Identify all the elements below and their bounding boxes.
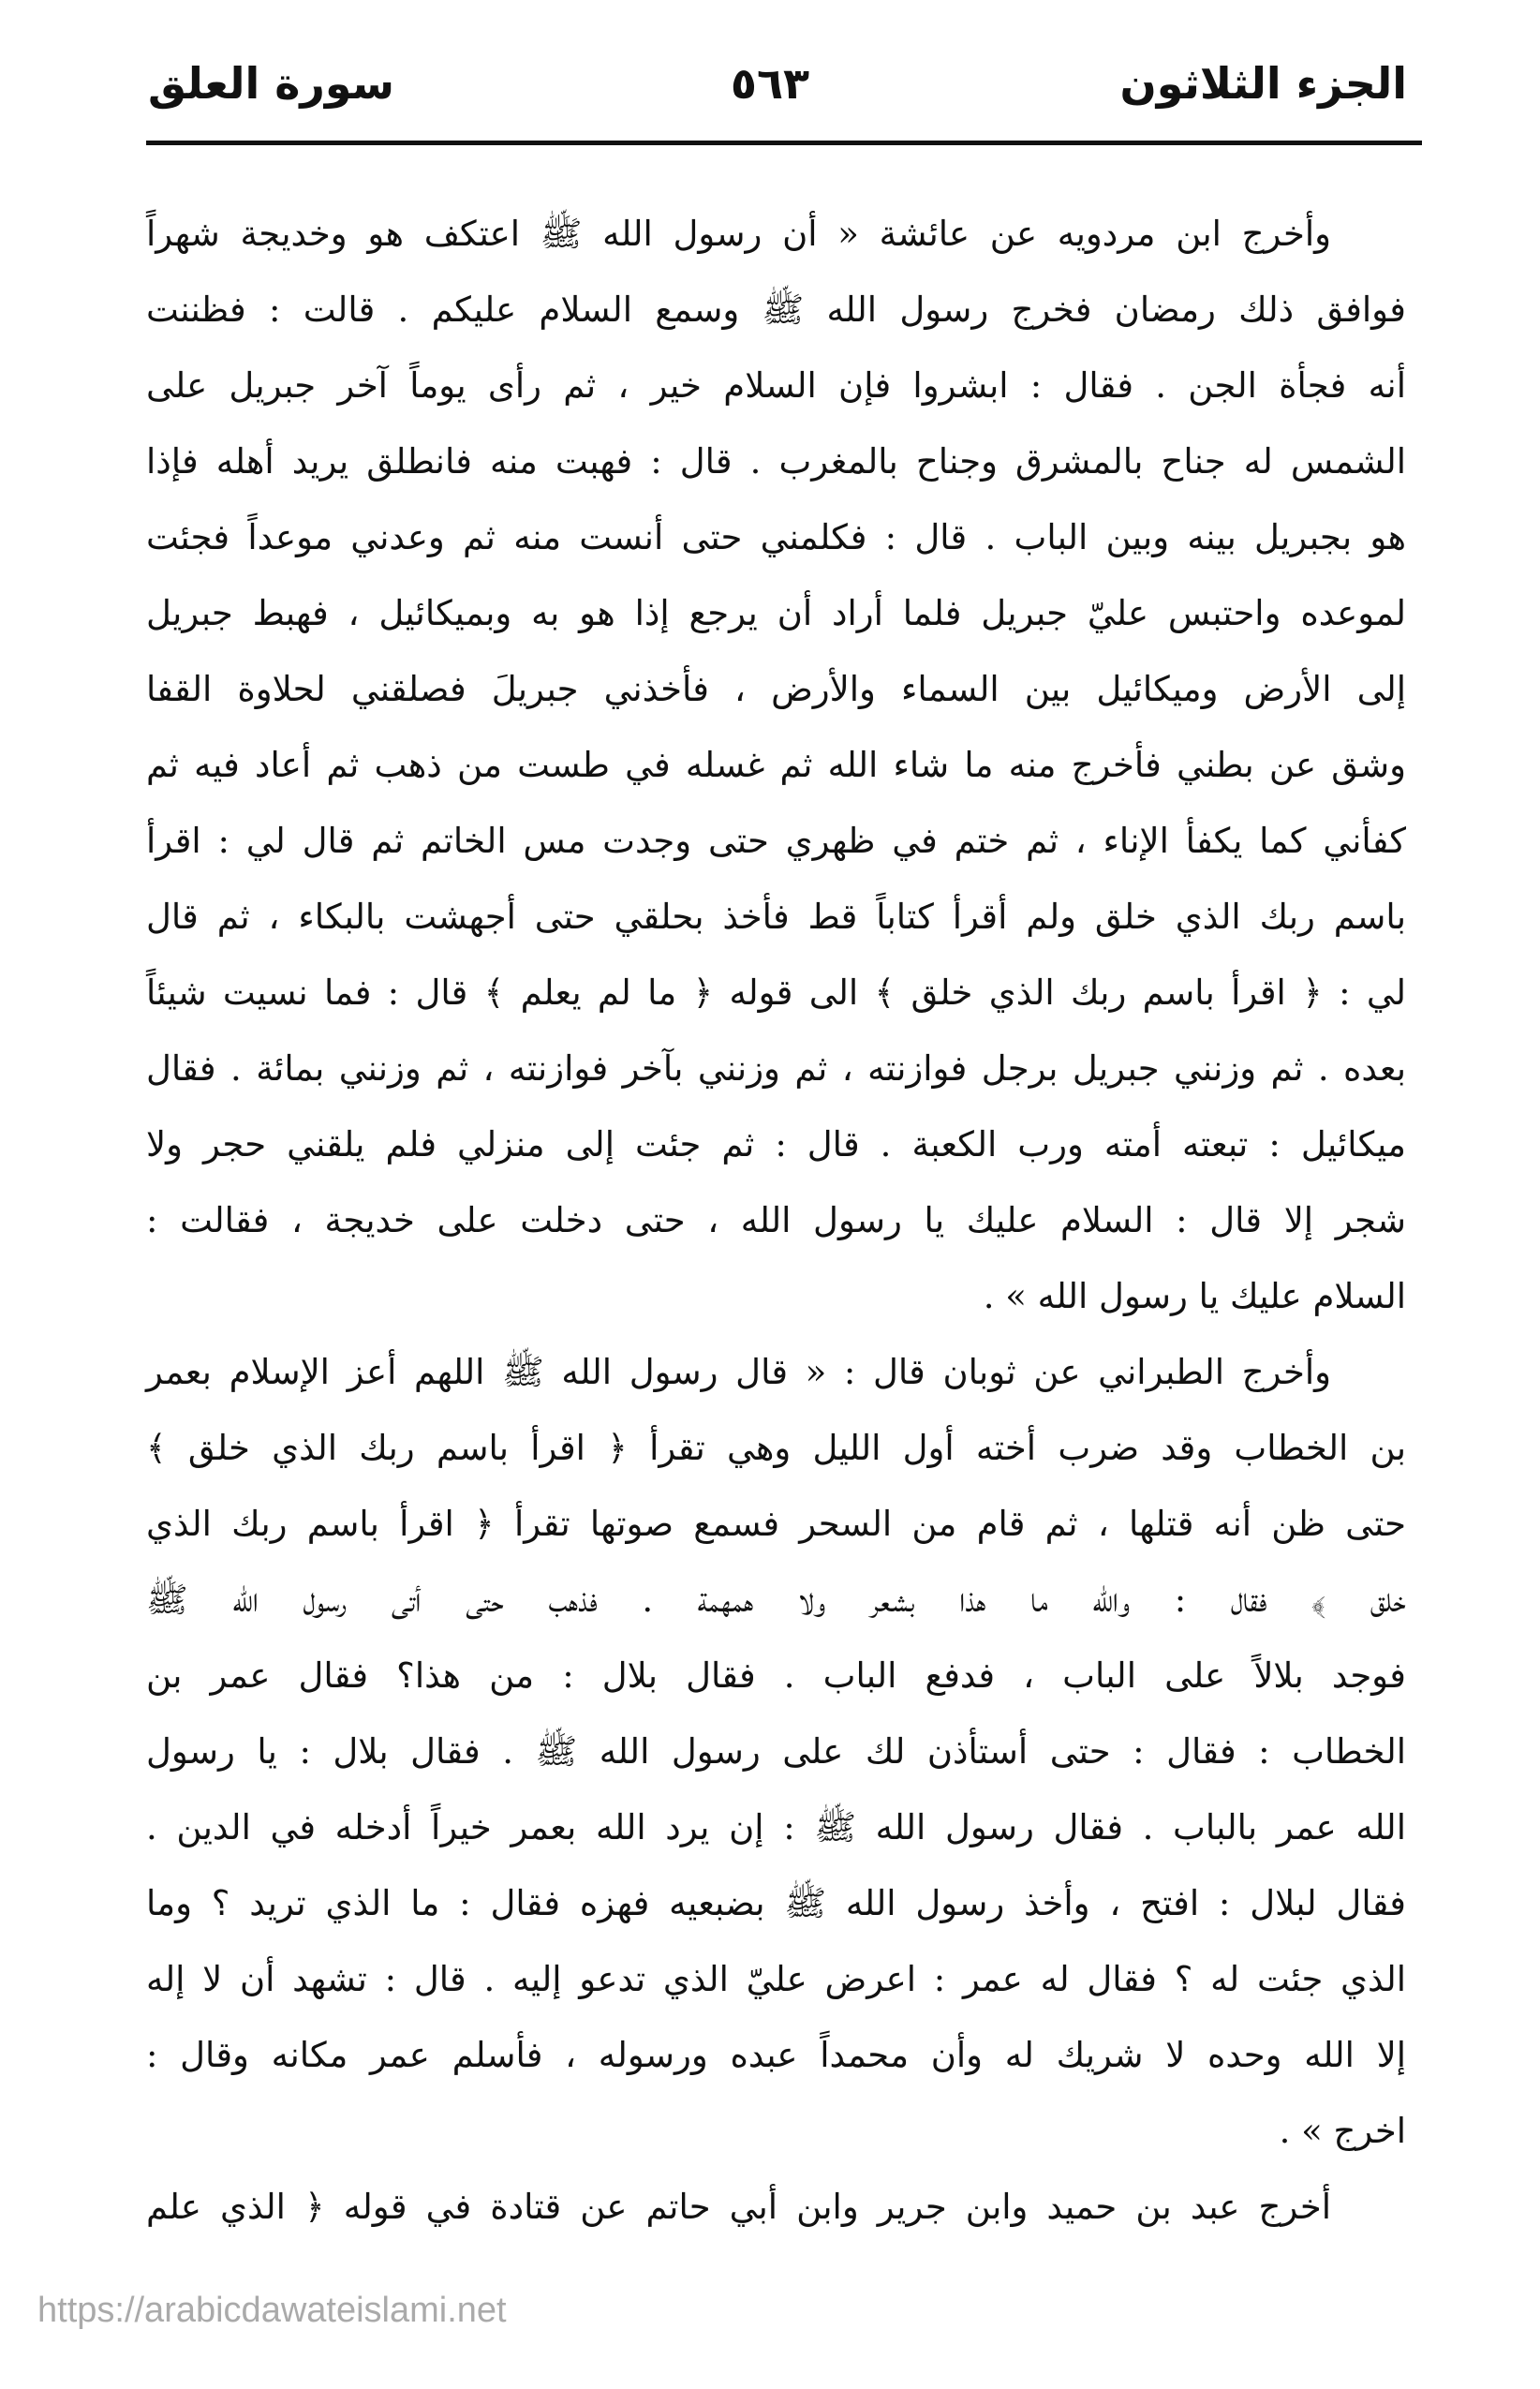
running-head-juz: الجزء الثلاثون [1119,58,1407,109]
text-line: الذي جئت له ؟ فقال له عمر : اعرض عليّ الذي تدعو إليه . قال : تشهد أن لا إله [146,1959,1406,1999]
text-line: إلا الله وحده لا شريك له وأن محمداً عبده ورسوله ، فأسلم عمر مكانه وقال : [146,2035,1406,2075]
text-line: فوجد بلالاً على الباب ، فدفع الباب . فقال بلال : من هذا؟ فقال عمر بن [146,1655,1406,1696]
text-line: خلق ﴾ فقال : والله ما هذا بشعر ولا همهمة . فذهب حتى أتى رسول الله ﷺ [146,1580,1406,1620]
text-line: حتى ظن أنه قتلها ، ثم قام من السحر فسمع صوتها تقرأ ﴿ اقرأ باسم ربك الذي [146,1504,1406,1544]
text-line: أنه فجأة الجن . فقال : ابشروا فإن السلام خير ، ثم رأى يوماً آخر جبريل على [146,365,1406,406]
page-body-text [146,196,1406,2245]
text-line: لموعده واحتبس عليّ جبريل فلما أراد أن يرجع إذا هو به وبميكائيل ، فهبط جبريل [146,593,1406,633]
text-line: أخرج عبد بن حميد وابن جرير وابن أبي حاتم عن قتادة في قوله ﴿ الذي علم [146,2187,1331,2227]
text-line: بعده . ثم وزنني جبريل برجل فوازنته ، ثم وزنني بآخر فوازنته ، ثم وزنني بمائة . فقال [146,1048,1406,1089]
text-line: الشمس له جناح بالمشرق وجناح بالمغرب . قال : فهبت منه فانطلق يريد أهله فإذا [146,441,1406,482]
text-line: بن الخطاب وقد ضرب أخته أول الليل وهي تقرأ ﴿ اقرأ باسم ربك الذي خلق ﴾ [146,1428,1406,1468]
text-line: وأخرج الطبراني عن ثوبان قال : « قال رسول الله ﷺ اللهم أعز الإسلام بعمر [146,1352,1331,1392]
text-line: باسم ربك الذي خلق ولم أقرأ كتاباً قط فأخذ بحلقي حتى أجهشت بالبكاء ، ثم قال [146,897,1406,937]
text-line: لي : ﴿ اقرأ باسم ربك الذي خلق ﴾ الى قوله ﴿ ما لم يعلم ﴾ قال : فما نسيت شيئاً [146,972,1406,1013]
watermark-url: https://arabicdawateislami.net [37,2291,507,2330]
text-line: شجر إلا قال : السلام عليك يا رسول الله ، حتى دخلت على خديجة ، فقالت : [146,1200,1406,1240]
text-line: فقال لبلال : افتح ، وأخذ رسول الله ﷺ بضبعيه فهزه فقال : ما الذي تريد ؟ وما [146,1883,1406,1923]
header-rule [146,141,1422,145]
text-line: السلام عليك يا رسول الله » . [983,1276,1406,1316]
text-line: كفأني كما يكفأ الإناء ، ثم ختم في ظهري حتى وجدت مس الخاتم ثم قال لي : اقرأ [146,821,1406,861]
text-line: وشق عن بطني فأخرج منه ما شاء الله ثم غسله في طست من ذهب ثم أعاد فيه ثم [146,745,1406,785]
text-line: إلى الأرض وميكائيل بين السماء والأرض ، فأخذني جبريلَ فصلقني لحلاوة القفا [146,669,1406,709]
page-number: ٥٦٣ [730,58,810,109]
text-line: الخطاب : فقال : حتى أستأذن لك على رسول الله ﷺ . فقال بلال : يا رسول [146,1731,1406,1772]
running-head-surah: سورة العلق [148,58,394,109]
text-line: ميكائيل : تبعته أمته ورب الكعبة . قال : ثم جئت إلى منزلي فلم يلقني حجر ولا [146,1124,1406,1165]
text-line: اخرج » . [1279,2111,1406,2151]
text-line: فوافق ذلك رمضان فخرج رسول الله ﷺ وسمع السلام عليكم . قالت : فظننت [146,289,1406,330]
text-line: وأخرج ابن مردويه عن عائشة « أن رسول الله ﷺ اعتكف هو وخديجة شهراً [146,214,1331,254]
text-line: هو بجبريل بينه وبين الباب . قال : فكلمني حتى أنست منه ثم وعدني موعداً فجئت [146,517,1407,557]
text-line: الله عمر بالباب . فقال رسول الله ﷺ : إن يرد الله بعمر خيراً أدخله في الدين . [146,1807,1406,1847]
